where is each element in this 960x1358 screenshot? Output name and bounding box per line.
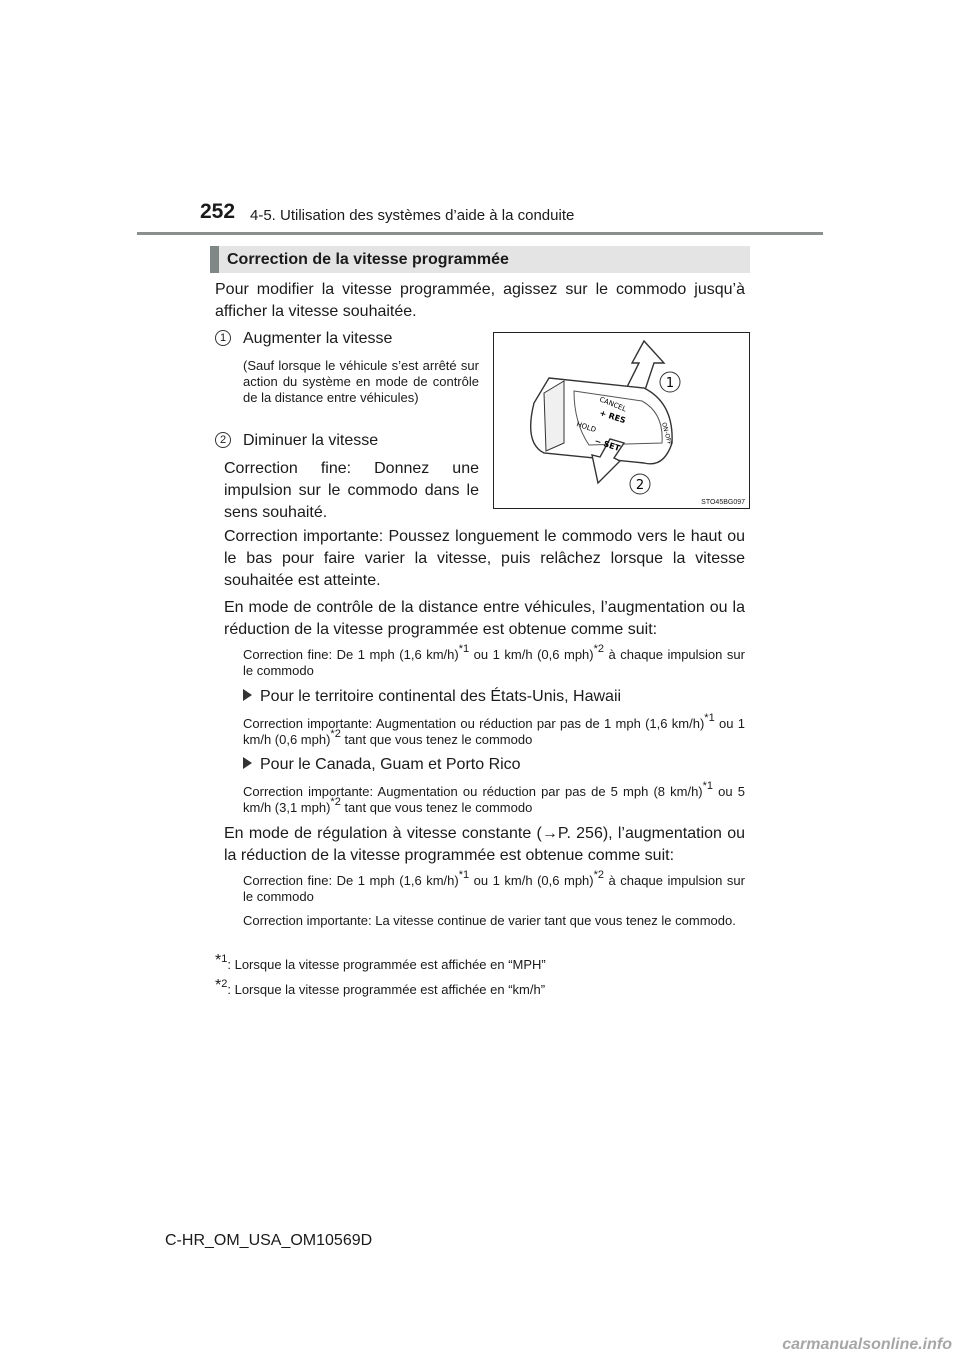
distance-fine-note: Correction fine: De 1 mph (1,6 km/h)$^{*1}$ ou 1 km/h (0,6 mph)$^{*2}$ à chaque impulsion sur le commodo bbox=[243, 643, 745, 678]
cruise-big-note: Correction importante: La vitesse continue de varier tant que vous tenez le commodo. bbox=[243, 913, 736, 928]
item-label-increase: Augmenter la vitesse bbox=[243, 330, 393, 347]
item-number-badge: 1 bbox=[215, 330, 231, 346]
bullet-canada: Pour le Canada, Guam et Porto Rico bbox=[243, 756, 521, 774]
figure-code: STO45BG097 bbox=[701, 499, 745, 506]
watermark: carmanualsonline.info bbox=[782, 1336, 952, 1353]
header-rule bbox=[137, 232, 823, 235]
callout-1-number: 1 bbox=[665, 376, 675, 391]
canada-note: Correction importante: Augmentation ou réduction par pas de 5 mph (8 km/h)$^{*1}$ ou 5 km/h (3,1 mph)$^{*2}$ tant que vous tenez le commodo bbox=[243, 780, 745, 815]
big-correction-text: Correction importante: Poussez longuement le commodo vers le haut ou le bas pour faire varier la vitesse, puis relâchez lorsque la vitesse souhaitée est atteinte. bbox=[224, 528, 745, 589]
item-label-decrease: Diminuer la vitesse bbox=[243, 432, 379, 449]
intro-paragraph: Pour modifier la vitesse programmée, agissez sur le commodo jusqu’à afficher la vitesse souhaitée. bbox=[215, 281, 745, 320]
lever-label: CANCEL bbox=[598, 395, 628, 414]
lever-label: ON-OFF bbox=[660, 421, 673, 446]
lever-figure bbox=[493, 332, 750, 509]
usa-note: Correction importante: Augmentation ou réduction par pas de 1 mph (1,6 km/h)$^{*1}$ ou 1 km/h (0,6 mph)$^{*2}$ tant que vous tenez le commodo bbox=[243, 712, 745, 747]
item-note: (Sauf lorsque le véhicule s’est arrêté sur action du système en mode de contrôle de la distance entre véhicules) bbox=[243, 358, 479, 405]
triangle-bullet-icon bbox=[243, 689, 252, 701]
cruise-fine-note: Correction fine: De 1 mph (1,6 km/h)$^{*1}$ ou 1 km/h (0,6 mph)$^{*2}$ à chaque impulsion sur le commodo bbox=[243, 869, 745, 904]
footnote-2: *$^2$: Lorsque la vitesse programmée est affichée en “km/h” bbox=[215, 977, 546, 997]
document-code-footer: C-HR_OM_USA_OM10569D bbox=[165, 1232, 373, 1249]
section-heading: Correction de la vitesse programmée bbox=[210, 246, 750, 273]
cruise-mode-text: En mode de régulation à vitesse constante (→P. 256), l’augmentation ou la réduction de la vitesse programmée est obtenue comme suit: bbox=[224, 825, 745, 864]
bullet-usa: Pour le territoire continental des États-Unis, Hawaii bbox=[243, 688, 621, 706]
fine-correction-text: Correction fine: Donnez une impulsion sur le commodo dans le sens souhaité. bbox=[224, 460, 479, 521]
page-number: 252 bbox=[200, 200, 236, 223]
footnote-1: *$^1$: Lorsque la vitesse programmée est affichée en “MPH” bbox=[215, 952, 546, 972]
item-number-badge: 2 bbox=[215, 432, 231, 448]
lever-label: HOLD bbox=[575, 420, 597, 435]
section-title: 4-5. Utilisation des systèmes d’aide à la conduite bbox=[250, 207, 575, 224]
cruise-lever-illustration bbox=[494, 333, 749, 508]
triangle-bullet-icon bbox=[243, 757, 252, 769]
up-arrow-icon bbox=[624, 341, 664, 393]
lever-label: − SET bbox=[593, 436, 622, 453]
lever-label: + RES bbox=[598, 408, 627, 426]
distance-mode-text: En mode de contrôle de la distance entre véhicules, l’augmentation ou la réduction de la vitesse programmée est obtenue comme suit: bbox=[224, 599, 745, 638]
callout-2-number: 2 bbox=[635, 478, 645, 493]
